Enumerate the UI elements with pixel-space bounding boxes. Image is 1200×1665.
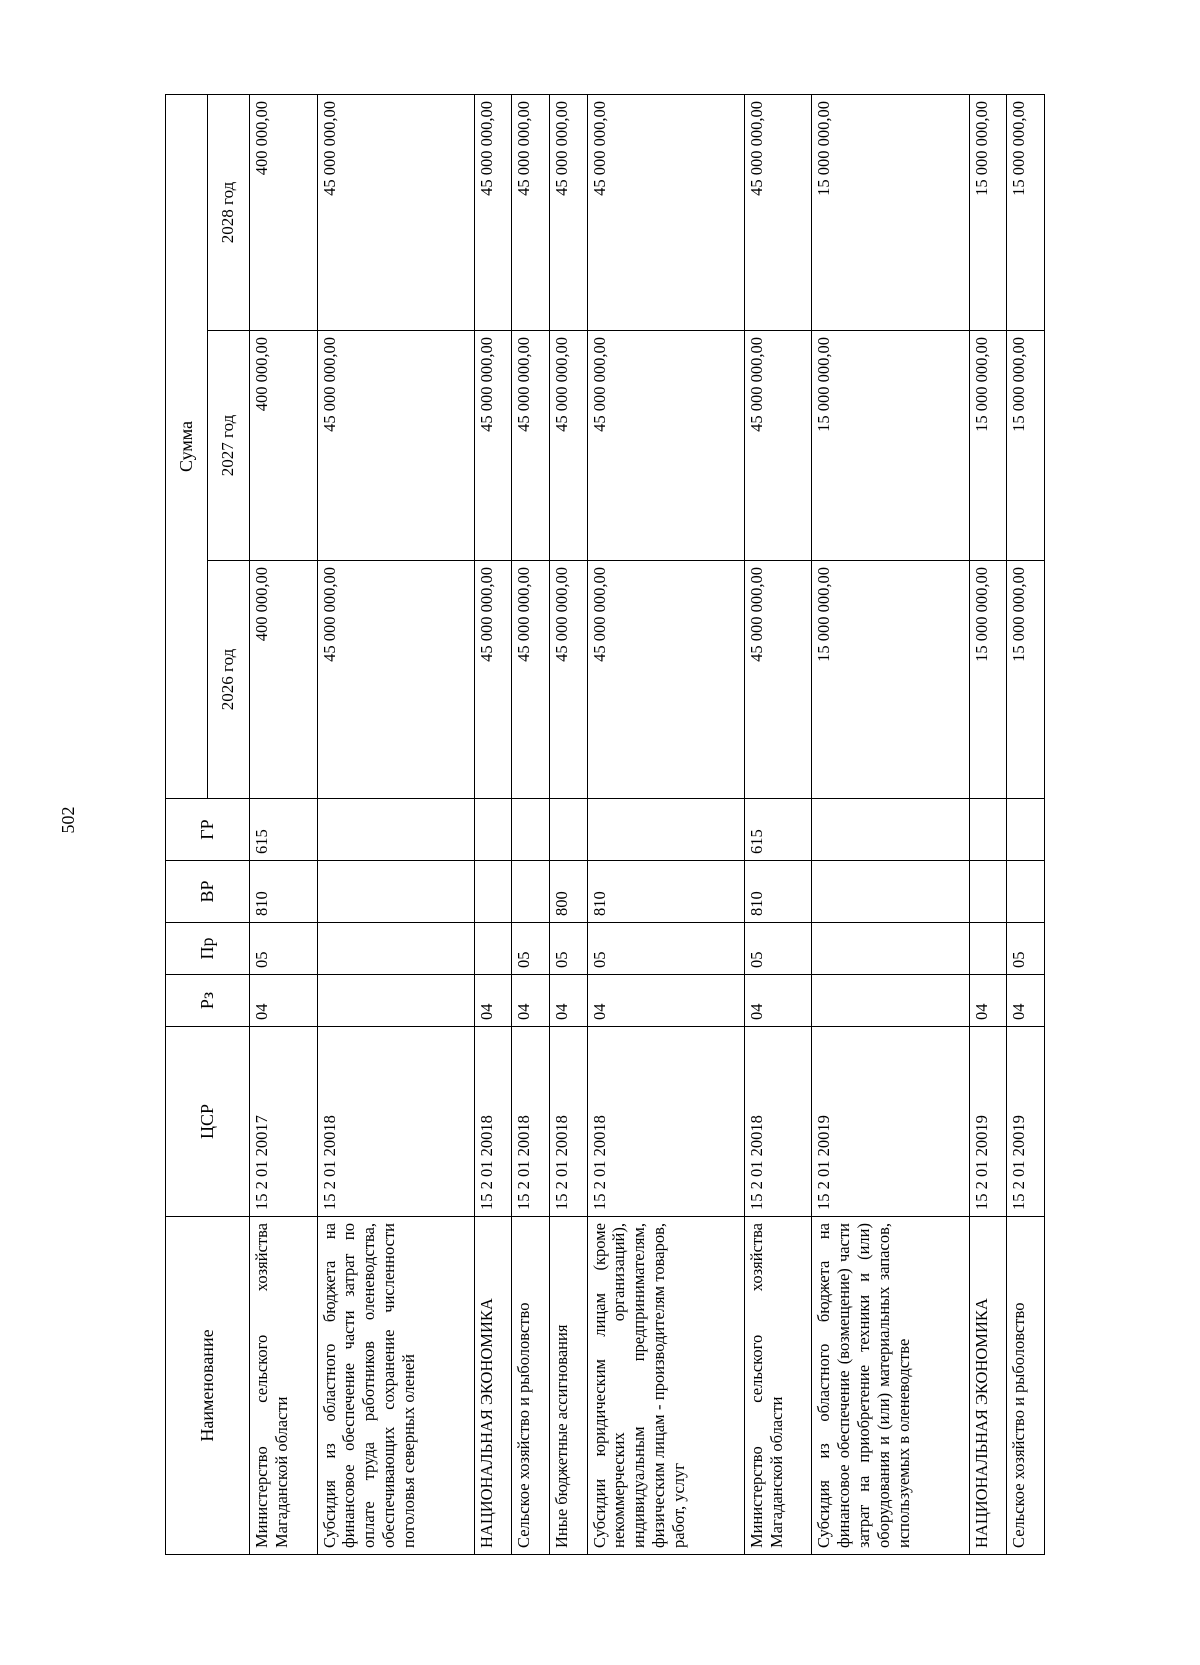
cell-rz: 04 [587, 975, 744, 1027]
cell-2026: 45 000 000,00 [474, 561, 512, 799]
cell-vr [812, 861, 969, 923]
cell-2028: 45 000 000,00 [512, 94, 550, 330]
table-row [744, 94, 812, 1554]
cell-2027: 45 000 000,00 [549, 331, 587, 561]
cell-2026: 45 000 000,00 [587, 561, 744, 799]
cell-name: Сельское хозяйство и рыболовство [512, 1217, 550, 1555]
cell-2027: 45 000 000,00 [317, 331, 474, 561]
cell-gr [549, 799, 587, 861]
cell-2028: 15 000 000,00 [812, 94, 969, 330]
cell-rz: 04 [1007, 975, 1045, 1027]
cell-name: Субсидии юридическим лицам (кроме некоммерческих организаций), индивидуальным предпринимателям, физическим лицам - производителям товаров, работ, услуг [587, 1217, 744, 1555]
cell-2028: 45 000 000,00 [317, 94, 474, 330]
cell-2028: 45 000 000,00 [744, 94, 812, 330]
header-year-2026: 2026 год [208, 561, 250, 799]
cell-2028: 400 000,00 [250, 94, 318, 330]
cell-rz: 04 [512, 975, 550, 1027]
cell-name: Министерство сельского хозяйства Магаданской области [250, 1217, 318, 1555]
cell-vr: 800 [549, 861, 587, 923]
cell-gr [317, 799, 474, 861]
table-row [812, 94, 969, 1554]
cell-2027: 15 000 000,00 [812, 331, 969, 561]
cell-pr [812, 923, 969, 975]
cell-2026: 45 000 000,00 [549, 561, 587, 799]
header-csr: ЦСР [166, 1027, 250, 1217]
cell-csr: 15 2 01 20019 [1007, 1027, 1045, 1217]
cell-pr [474, 923, 512, 975]
page-number: 502 [58, 806, 78, 834]
cell-vr: 810 [250, 861, 318, 923]
cell-2028: 45 000 000,00 [474, 94, 512, 330]
table-row [474, 94, 512, 1554]
cell-vr [317, 861, 474, 923]
cell-gr [474, 799, 512, 861]
cell-csr: 15 2 01 20018 [512, 1027, 550, 1217]
cell-csr: 15 2 01 20018 [474, 1027, 512, 1217]
cell-2026: 45 000 000,00 [317, 561, 474, 799]
cell-csr: 15 2 01 20019 [969, 1027, 1007, 1217]
cell-gr [1007, 799, 1045, 861]
table-row [969, 94, 1007, 1554]
table-row [250, 94, 318, 1554]
table-row [317, 94, 474, 1554]
cell-csr: 15 2 01 20018 [549, 1027, 587, 1217]
cell-gr: 615 [250, 799, 318, 861]
header-pr: Пр [166, 923, 250, 975]
cell-csr: 15 2 01 20018 [317, 1027, 474, 1217]
cell-name: Субсидия из областного бюджета на финансовое обеспечение (возмещение) части затрат на приобретение техники и (или) оборудования и (или) материальных запасов, используемых в оленеводстве [812, 1217, 969, 1555]
cell-csr: 15 2 01 20018 [587, 1027, 744, 1217]
cell-gr [587, 799, 744, 861]
header-vr: ВР [166, 861, 250, 923]
cell-name: Субсидия из областного бюджета на финансовое обеспечение части затрат по оплате труда работников оленеводства, обеспечивающих сохранение численности поголовья северных оленей [317, 1217, 474, 1555]
table-row [549, 94, 587, 1554]
cell-pr: 05 [744, 923, 812, 975]
cell-2026: 15 000 000,00 [812, 561, 969, 799]
cell-gr: 615 [744, 799, 812, 861]
header-sum: Сумма [166, 94, 208, 798]
cell-2028: 15 000 000,00 [1007, 94, 1045, 330]
cell-csr: 15 2 01 20018 [744, 1027, 812, 1217]
cell-vr [969, 861, 1007, 923]
cell-rz: 04 [474, 975, 512, 1027]
cell-2027: 45 000 000,00 [744, 331, 812, 561]
cell-2026: 45 000 000,00 [512, 561, 550, 799]
cell-vr [1007, 861, 1045, 923]
table-row [1007, 94, 1045, 1554]
cell-2028: 15 000 000,00 [969, 94, 1007, 330]
cell-name: Министерство сельского хозяйства Магаданской области [744, 1217, 812, 1555]
cell-2026: 15 000 000,00 [1007, 561, 1045, 799]
cell-vr: 810 [744, 861, 812, 923]
header-name: Наименование [166, 1217, 250, 1555]
cell-2028: 45 000 000,00 [549, 94, 587, 330]
cell-pr [317, 923, 474, 975]
table-row [587, 94, 744, 1554]
header-year-2027: 2027 год [208, 331, 250, 561]
cell-pr: 05 [250, 923, 318, 975]
cell-pr: 05 [512, 923, 550, 975]
cell-name: НАЦИОНАЛЬНАЯ ЭКОНОМИКА [969, 1217, 1007, 1555]
cell-rz: 04 [744, 975, 812, 1027]
cell-rz [812, 975, 969, 1027]
cell-2027: 45 000 000,00 [474, 331, 512, 561]
cell-gr [812, 799, 969, 861]
cell-name: Иные бюджетные ассигнования [549, 1217, 587, 1555]
cell-rz [317, 975, 474, 1027]
cell-vr: 810 [587, 861, 744, 923]
budget-table [165, 94, 1045, 1555]
cell-pr [969, 923, 1007, 975]
header-rz: Рз [166, 975, 250, 1027]
cell-gr [512, 799, 550, 861]
cell-2027: 15 000 000,00 [1007, 331, 1045, 561]
cell-2028: 45 000 000,00 [587, 94, 744, 330]
cell-pr: 05 [549, 923, 587, 975]
cell-csr: 15 2 01 20017 [250, 1027, 318, 1217]
cell-name: Сельское хозяйство и рыболовство [1007, 1217, 1045, 1555]
cell-csr: 15 2 01 20019 [812, 1027, 969, 1217]
cell-gr [969, 799, 1007, 861]
cell-2027: 400 000,00 [250, 331, 318, 561]
cell-2027: 45 000 000,00 [512, 331, 550, 561]
cell-2026: 400 000,00 [250, 561, 318, 799]
rotated-table-container [165, 95, 1045, 1555]
cell-2027: 15 000 000,00 [969, 331, 1007, 561]
cell-pr: 05 [587, 923, 744, 975]
cell-2026: 45 000 000,00 [744, 561, 812, 799]
cell-name: НАЦИОНАЛЬНАЯ ЭКОНОМИКА [474, 1217, 512, 1555]
table-body [250, 94, 1045, 1554]
cell-vr [512, 861, 550, 923]
cell-rz: 04 [250, 975, 318, 1027]
cell-2026: 15 000 000,00 [969, 561, 1007, 799]
cell-rz: 04 [969, 975, 1007, 1027]
header-gr: ГР [166, 799, 250, 861]
cell-2027: 45 000 000,00 [587, 331, 744, 561]
table-row [512, 94, 550, 1554]
header-year-2028: 2028 год [208, 94, 250, 330]
cell-rz: 04 [549, 975, 587, 1027]
cell-vr [474, 861, 512, 923]
cell-pr: 05 [1007, 923, 1045, 975]
